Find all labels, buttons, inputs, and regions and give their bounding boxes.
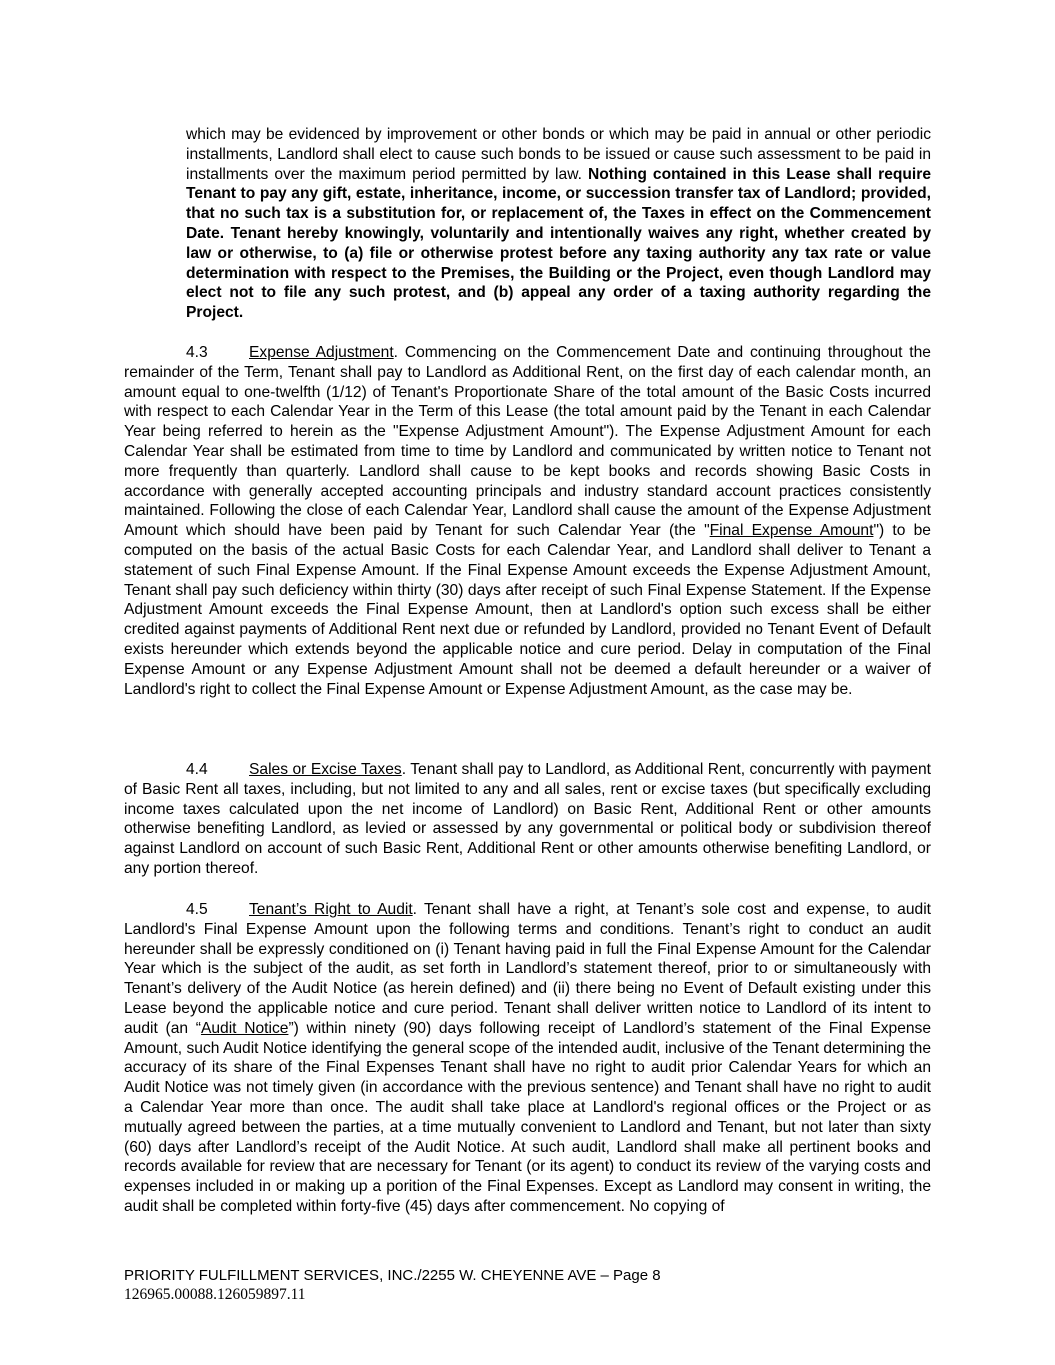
- section-text-continued: ”) within ninety (90) days following receipt of Landlord’s statement of the Final Expense Amount, such Audit Notice identifying the general scope of the intended audit, inclusive of the Tenant determining the accuracy of its share of the Final Expenses Tenant shall have no right to audit prior Calendar Years for which an Audit Notice was not timely given (in accordance with the previous sentence) and Tenant shall have no right to audit a Calendar Year more than once. The audit shall take place at Landlord's regional offices or the Project or as mutually agreed between the parties, at a time mutually convenient to Landlord and Tenant, but not later than sixty (60) days after Landlord’s receipt of the Audit Notice. At such audit, Landlord shall make all pertinent books and records available for review that are necessary for Tenant (or its agent) to conduct its review of the varying costs and expenses included in or making up a porition of the Final Expenses. Except as Landlord may consent in writing, the audit shall be completed within forty-five (45) days after commencement. No copying of: [124, 1019, 932, 1215]
- section-4-3: [124, 343, 931, 699]
- section-4-5: [124, 900, 931, 1217]
- paragraph-text: which may be evidenced by improvement or other bonds or which may be paid in annual or other periodic installments, Landlord shall elect to cause such bonds to be issued or cause such assessment to be paid in installments over the maximum period permitted by law.: [186, 126, 931, 183]
- section-number: 4.5: [186, 901, 208, 918]
- continued-paragraph: [186, 125, 931, 323]
- section-number: 4.3: [186, 344, 208, 361]
- section-heading: Tenant’s Right to Audit: [249, 901, 413, 918]
- footer-document-id: 126965.00088.126059897.11: [124, 1286, 306, 1303]
- defined-term: Final Expense Amount: [709, 522, 874, 540]
- footer-title: PRIORITY FULFILLMENT SERVICES, INC./2255 W. CHEYENNE AVE – Page 8: [124, 1267, 661, 1284]
- section-heading: Sales or Excise Taxes: [249, 761, 402, 778]
- section-text-continued: ") to be computed on the basis of the actual Basic Costs for each Calendar Year, and Landlord shall deliver to Tenant a statement of such Final Expense Amount. If the Final Expense Amount exceeds the Expense Adjustment Amount, Tenant shall pay such deficiency within thirty (30) days after receipt of such Final Expense Statement. If the Expense Adjustment Amount exceeds the Final Expense Amount, then at Landlord's option such excess shall be either credited against payments of Additional Rent next due or refunded by Landlord, provided no Tenant Event of Default exists hereunder which extends beyond the applicable notice and cure period. Delay in computation of the Final Expense Amount or any Expense Adjustment Amount shall not be deemed a default hereunder or a waiver of Landlord's right to collect the Final Expense Amount or Expense Adjustment Amount, as the case may be.: [124, 522, 931, 698]
- section-text: . Tenant shall pay to Landlord, as Additional Rent, concurrently with payment of Basic Rent all taxes, including, but not limited to any and all sales, rent or excise taxes (but specifically excluding income taxes calculated upon the net income of Landlord) on Basic Rent, Additional Rent or other amounts otherwise benefiting Landlord, as levied or assessed by any governmental or political body or subdivision thereof against Landlord on account of such Basic Rent, Additional Rent or other amounts otherwise benefiting Landlord, or any portion thereof.: [124, 761, 931, 877]
- section-text: . Commencing on the Commencement Date and continuing throughout the remainder of the Term, Tenant shall pay to Landlord as Additional Rent, on the first day of each calendar month, an amount equal to one-twelfth (1/12) of Tenant's Proportionate Share of the total amount of the Basic Costs incurred with respect to each Calendar Year in the Term of this Lease (the total amount paid by the Tenant in each Calendar Year being referred to herein as the "Expense Adjustment Amount"). The Expense Adjustment Amount for each Calendar Year shall be estimated from time to time by Landlord and communicated by written notice to Tenant not more frequently than quarterly. Landlord shall cause to be kept books and records showing Basic Costs in accordance with generally accepted accounting principals and industry standard account practices consistently maintained. Following the close of each Calendar Year, Landlord shall cause the amount of the Expense Adjustment Amount which should have been paid by Tenant for such Calendar Year (the ": [124, 344, 931, 540]
- section-number: 4.4: [186, 761, 208, 778]
- defined-term: Audit Notice: [200, 1019, 289, 1037]
- section-heading: Expense Adjustment: [249, 344, 394, 361]
- section-4-4: [124, 760, 931, 879]
- bold-paragraph-text: Nothing contained in this Lease shall require Tenant to pay any gift, estate, inheritance, income, or succession transfer tax of Landlord; provided, that no such tax is a substitution for, or replacement of, the Taxes in effect on the Commencement Date. Tenant hereby knowingly, voluntarily and intentionally waives any right, whether created by law or otherwise, to (a) file or otherwise protest before any taxing authority any tax rate or value determination with respect to the Premises, the Building or the Project, even though Landlord may elect not to file any such protest, and (b) appeal any order of a taxing authority regarding the Project.: [186, 165, 931, 322]
- section-text: . Tenant shall have a right, at Tenant’s sole cost and expense, to audit Landlord's Final Expense Amount upon the following terms and conditions. Tenant’s right to conduct an audit hereunder shall be expressly conditioned on (i) Tenant having paid in full the Final Expense Amount for the Calendar Year which is the subject of the audit, as set forth in Landlord’s statement thereof, prior to or simultaneously with Tenant’s delivery of the Audit Notice (as herein defined) and (ii) there being no Event of Default existing under this Lease beyond the applicable notice and cure period. Tenant shall deliver written notice to Landlord of its intent to audit (an “: [124, 901, 931, 1037]
